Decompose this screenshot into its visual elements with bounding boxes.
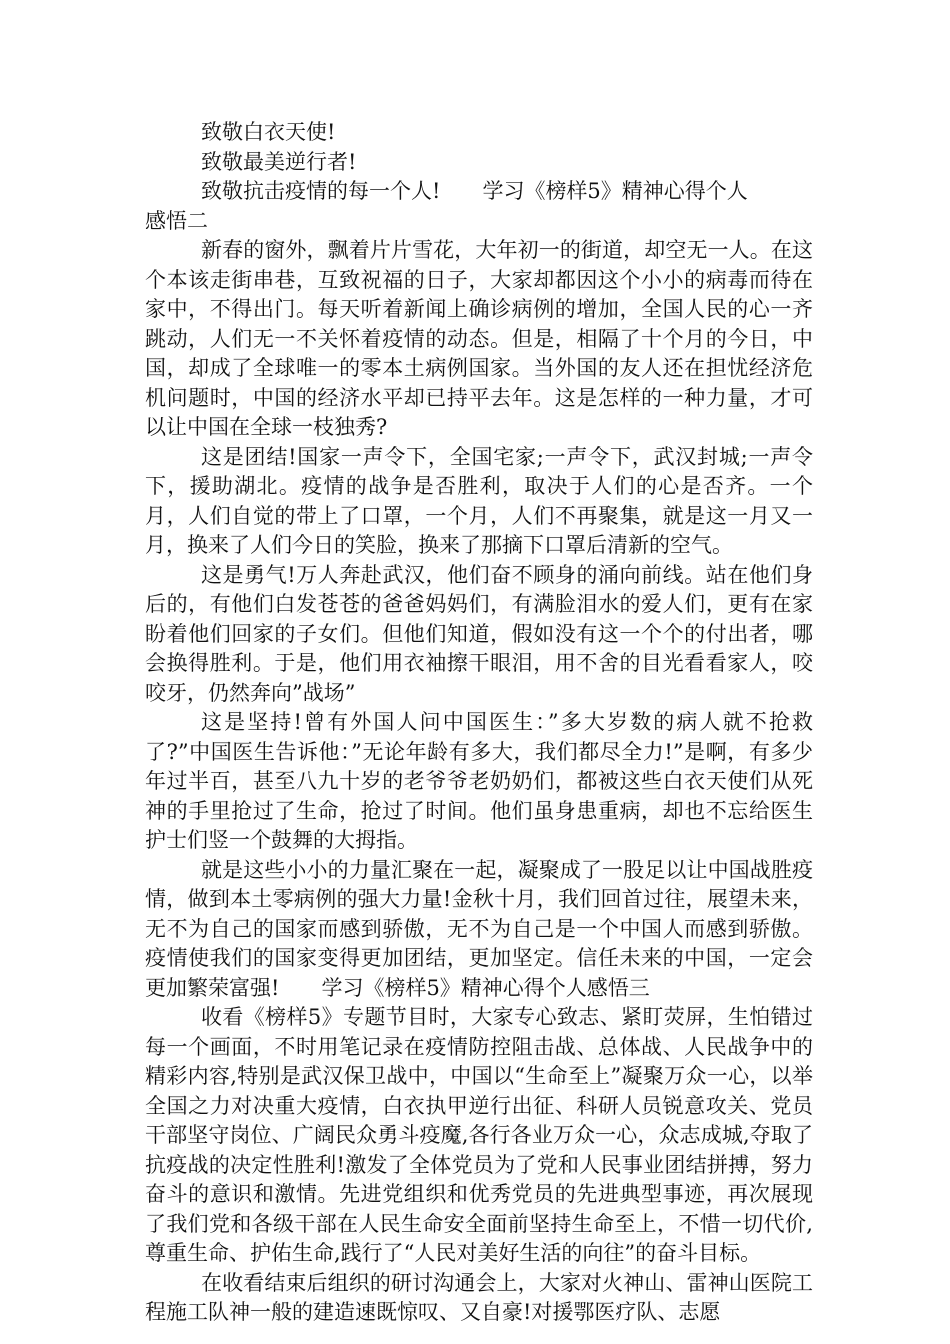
paragraph-5: 就是这些小小的力量汇聚在一起，凝聚成了一股足以让中国战胜疫情，做到本土零病例的强大力量!金秋十月，我们回首过往，展望未来，无不为自己的国家而感到骄傲，无不为自己是一个中国人而感到骄傲。疫情使我们的国家变得更加团结，更加坚定。信任未来的中国，一定会更加繁荣富强! 学习《榜样5》精神心得个人感悟三	[145, 857, 813, 1000]
paragraph-1: 新春的窗外，飘着片片雪花，大年初一的街道，却空无一人。在这个本该走街串巷，互致祝福的日子，大家却都因这个小小的病毒而待在家中，不得出门。每天听着新闻上确诊病例的增加，全国人民的心一齐跳动，人们无一不关怀着疫情的动态。但是，相隔了十个月的今日，中国，却成了全球唯一的零本土病例国家。当外国的友人还在担忧经济危机问题时，中国的经济水平却已持平去年。这是怎样的一种力量，才可以让中国在全球一枝独秀?	[145, 238, 813, 439]
paragraph-7: 在收看结束后组织的研讨沟通会上，大家对火神山、雷神山医院工程施工队神一般的建造速既惊叹、又自豪!对援鄂医疗队、志愿	[145, 1270, 813, 1324]
salute-line-2: 致敬最美逆行者!	[201, 149, 357, 174]
paragraph-4: 这是坚持!曾有外国人问中国医生：”多大岁数的病人就不抢救了?”中国医生告诉他：”无论年龄有多大，我们都尽全力!”是啊，有多少年过半百，甚至八九十岁的老爷爷老奶奶们，都被这些白衣天使们从死神的手里抢过了生命，抢过了时间。他们虽身患重病，却也不忘给医生护士们竖一个鼓舞的大拇指。	[145, 710, 813, 852]
paragraph-3: 这是勇气!万人奔赴武汉，他们奋不顾身的涌向前线。站在他们身后的，有他们白发苍苍的爸爸妈妈们，有满脸泪水的爱人们，更有在家盼着他们回家的子女们。但他们知道，假如没有这一个个的付出者，哪会换得胜利。于是，他们用衣袖擦干眼泪，用不舍的目光看看家人，咬咬牙，仍然奔向”战场”	[145, 562, 813, 705]
section-title-continuation: 感悟二	[145, 208, 208, 233]
salute-line-1: 致敬白衣天使!	[201, 120, 336, 144]
paragraph-6: 收看《榜样5》专题节目时，大家专心致志、紧盯荧屏，生怕错过每一个画面，不时用笔记录在疫情防控阻击战、总体战、人民战争中的精彩内容,特别是武汉保卫战中，中国以“生命至上”凝聚万众一心，以举全国之力对决重大疫情，白衣执甲逆行出征、科研人员锐意攻关、党员干部坚守岗位、广阔民众勇斗疫魔,各行各业万众一心，众志成城,夺取了抗疫战的决定性胜利!激发了全体党员为了党和人民事业团结拼搏，努力奋斗的意识和激情。先进党组织和优秀党员的先进典型事迹，再次展现了我们党和各级干部在人民生命安全面前坚持生命至上，不惜一切代价,尊重生命、护佑生命,践行了“人民对美好生活的向往”的奋斗目标。	[145, 1005, 813, 1265]
paragraph-2: 这是团结!国家一声令下，全国宅家;一声令下，武汉封城;一声令下，援助湖北。疫情的战争是否胜利，取决于人们的心是否齐。一个月，人们自觉的带上了口罩，一个月，人们不再聚集，就是这一月又一月，换来了人们今日的笑脸，换来了那摘下口罩后清新的空气。	[145, 444, 813, 557]
document-page	[145, 118, 813, 1328]
salute-line-3: 致敬抗击疫情的每一个人! 学习《榜样5》精神心得个人	[201, 179, 748, 203]
